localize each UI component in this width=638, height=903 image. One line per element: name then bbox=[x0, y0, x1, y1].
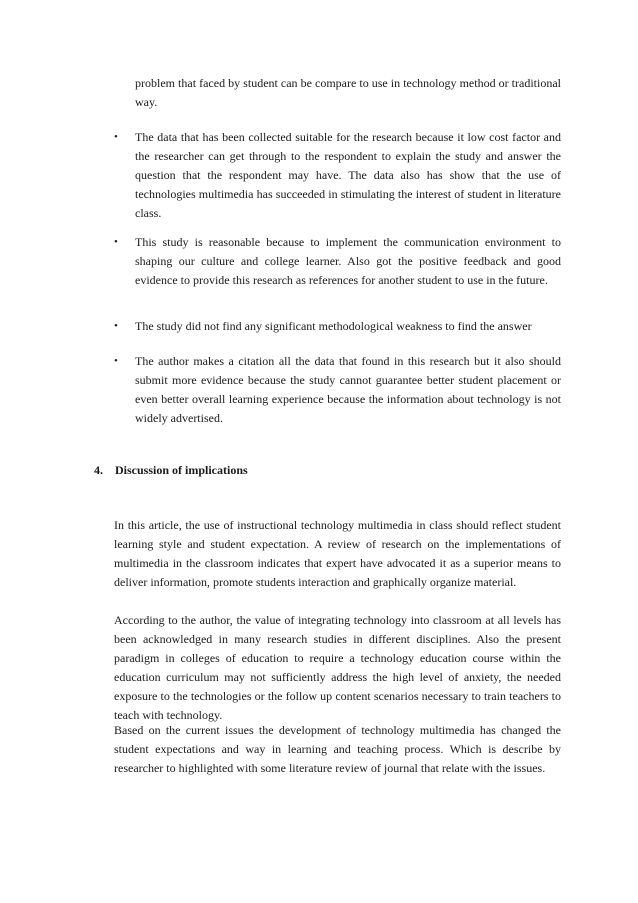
bullet-icon: • bbox=[114, 320, 118, 332]
bullet-text: The data that has been collected suitable for the research because it low cost factor and the researcher can get through to the respondent to explain the study and answer the question that the respondent may have. The data also has show that the use of technologies multimedia has succeeded in stimulating the interest of student in literature class. bbox=[135, 130, 561, 220]
bullet-text: The study did not find any significant methodological weakness to find the answer bbox=[135, 319, 532, 333]
bullet-icon: • bbox=[114, 236, 118, 248]
bullet-icon: • bbox=[114, 131, 118, 143]
paragraph: In this article, the use of instructional technology multimedia in class should reflect student learning style and student expectation. A review of research on the implementations of multimedia in the classroom indicates that expert have advocated it as a superior means to deliver information, promote students interaction and graphically organize material. bbox=[114, 518, 561, 589]
section-title: Discussion of implications bbox=[115, 463, 248, 477]
section-heading bbox=[94, 461, 394, 480]
bullet-text: This study is reasonable because to implement the communication environment to shaping our culture and college learner. Also got the positive feedback and good evidence to provide this research as references for another student to use in the future. bbox=[135, 235, 561, 287]
paragraph: Based on the current issues the development of technology multimedia has changed the student expectations and way in learning and teaching process. Which is describe by researcher to highlighted with some literature review of journal that relate with the issues. bbox=[114, 723, 561, 775]
continuation-text: problem that faced by student can be compare to use in technology method or traditional way. bbox=[135, 76, 561, 109]
bullet-icon: • bbox=[114, 355, 118, 367]
section-number: 4. bbox=[94, 463, 103, 477]
paragraph: According to the author, the value of integrating technology into classroom at all levels has been acknowledged in many research studies in different disciplines. Also the present paradigm in colleges of education to require a technology education course within the education curriculum may not sufficiently address the high level of anxiety, the needed exposure to the technologies or the follow up content scenarios necessary to train teachers to teach with technology. bbox=[114, 613, 561, 722]
bullet-text: The author makes a citation all the data that found in this research but it also should submit more evidence because the study cannot guarantee better student placement or even better overall learning experience because the information about technology is not widely advertised. bbox=[135, 354, 561, 425]
